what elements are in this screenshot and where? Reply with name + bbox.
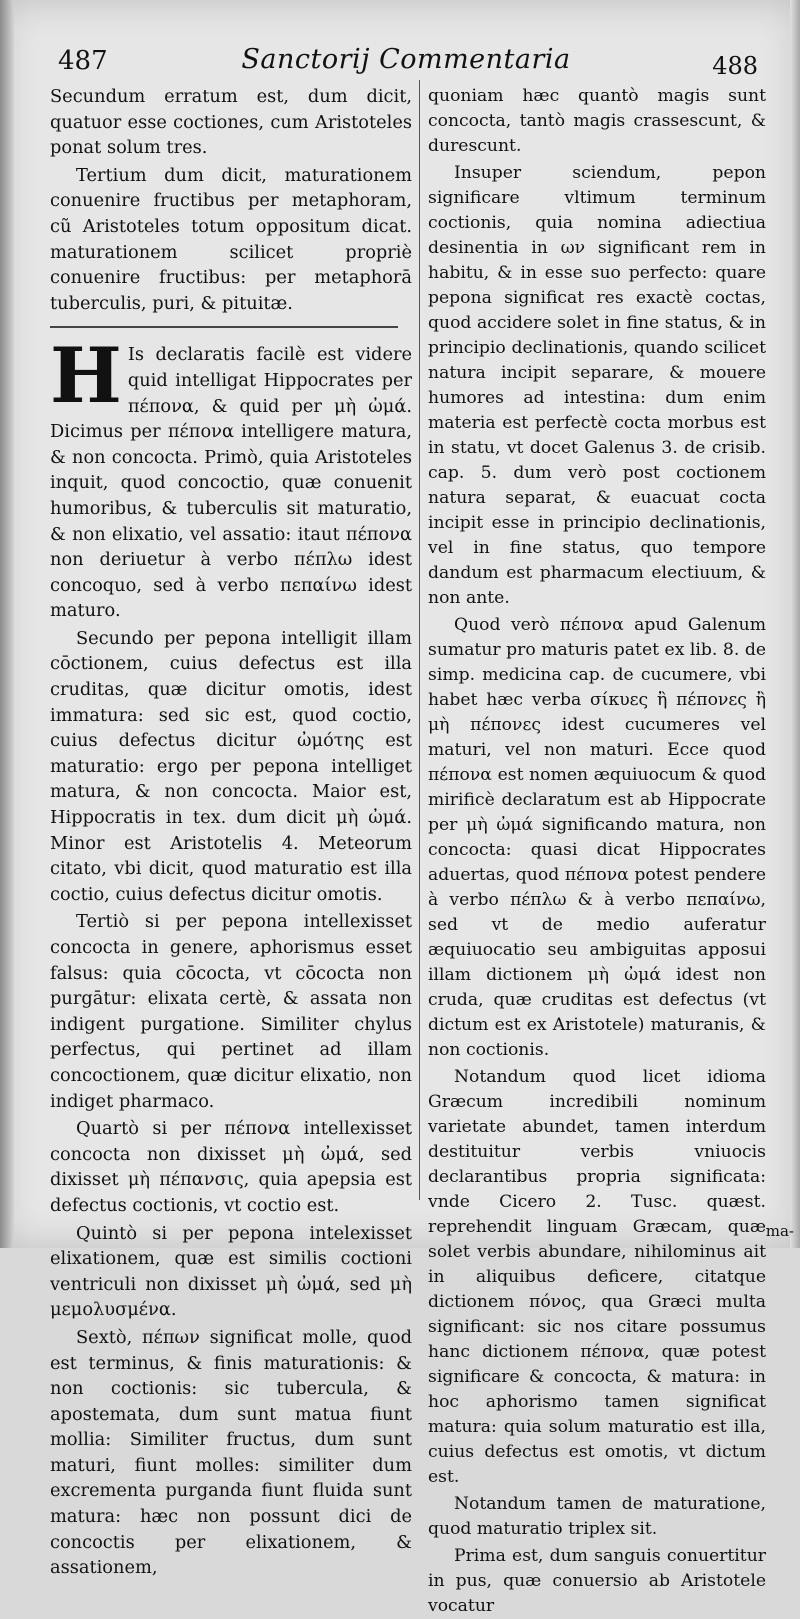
paragraph: Secundum erratum est, dum dicit, quatuor esse coctiones, cum Aristoteles ponat solum tres. bbox=[50, 86, 412, 159]
paragraph: Secundo per pepona intelligit illam cōctionem, cuius defectus est illa cruditas, quæ dicitur omotis, idest immatura: sed sic est, quod coctio, cuius defectus dicitur ὠμότης est maturatio: ergo per pepona intelliget matura, & non concocta. Maior est, Hippocratis in tex. dum dicit μὴ ὠμά. Minor est Aristotelis 4. Meteorum citato, vbi dicit, quod maturatio est illa coctio, cuius defectus dicitur omotis. bbox=[50, 627, 412, 905]
paragraph: Quod verò πέπονα apud Galenum sumatur pro maturis patet ex lib. 8. de simp. medicina cap. de cucumere, vbi habet hæc verba σίκυες ἢ πέπονες ἢ μὴ πέπονες idest cucumeres vel maturi, vel non maturi. Ecce quod πέπονα est nomen æquiuocum & quod mirificè declaratum est ab Hippocrate per μὴ ὠμά significando matura, non concocta: quasi dicat Hippocrates aduertas, quod πέπονα potest pendere à verbo πέπλω & à verbo πεπαίνω, sed vt de medio auferatur æquiuocatio seu ambiguitas apposui illam dictionem μὴ ὠμά idest non cruda, quæ cruditas est defectus (vt dictum est ex Aristotele) maturanis, & non coctionis. bbox=[428, 615, 766, 1060]
right-column bbox=[428, 84, 766, 1616]
paragraph: Tertium dum dicit, maturationem conuenire fructibus per metaphoram, cũ Aristoteles totum oppositum dicat. maturationem scilicet propriè conuenire fructibus: per metaphorā tuberculis, puri, & pituitæ. bbox=[50, 164, 412, 314]
paragraph: Notandum quod licet idioma Græcum incredibili nominum varietate abundet, tamen interdum destituitur verbis vniuocis declarantibus propria significata: vnde Cicero 2. Tusc. quæst. reprehendit linguam Græcam, quæ solet verbis abundare, nihilominus ait in aliquibus deficere, citatque dictionem πόνος, qua Græci multa significant: sic nos citare possumus hanc dictionem πέπονα, quæ potest significare & concocta, & matura: in hoc aphorismo tamen significat matura: quia solum maturatio est illa, cuius defectus est omotis, vt dictum est. bbox=[428, 1067, 766, 1487]
paragraph-text: Is declaratis facilè est videre quid intelligat Hippocrates per πέπονα, & quid per μὴ ὠμά. Dicimus per πέπονα intelligere matura, & non concocta. Primò, quia Aristoteles inquit, quod concoctio, quæ conuenit humoribus, & tuberculis sit maturatio, & non elixatio, vel assatio: itaut πέπονα non deriuetur à verbo πέπλω idest concoquo, sed à verbo πεπαίνω idest maturo. bbox=[50, 344, 412, 622]
catchword: ma- bbox=[765, 1222, 794, 1240]
page-number-left: 487 bbox=[58, 46, 108, 76]
binding-shadow bbox=[0, 0, 14, 1248]
page-edge-shadow bbox=[790, 0, 800, 1248]
left-column bbox=[50, 84, 412, 1579]
page-header bbox=[50, 44, 762, 84]
paragraph: Prima est, dum sanguis conuertitur in pus, quæ conuersio ab Aristotele vocatur bbox=[428, 1546, 766, 1616]
section-rule bbox=[50, 326, 398, 328]
paragraph: Quintò si per pepona intelexisset elixationem, quæ est similis coctioni ventriculi non dixisset μὴ ὠμά, sed μὴ μεμολυσμένα. bbox=[50, 1222, 412, 1321]
paragraph: Quartò si per πέπονα intellexisset concocta non dixisset μὴ ὠμά, sed dixisset μὴ πέπανσις, quia apepsia est defectus coctionis, vt coctio est. bbox=[50, 1118, 412, 1216]
paragraph: Notandum tamen de maturatione, quod maturatio triplex sit. bbox=[428, 1494, 766, 1539]
paragraph: Sextò, πέπων significat molle, quod est terminus, & finis maturationis: & non coctionis: sic tubercula, & apostemata, dum sunt matua fiunt mollia: Similiter fructus, dum sunt maturi, fiunt molles: similiter dum excrementa purganda fiunt fluida sunt matura: hæc non possunt dici de concoctis per elixationem, & assationem, bbox=[50, 1326, 412, 1579]
running-title: Sanctorij Commentaria bbox=[241, 44, 571, 75]
paragraph bbox=[50, 331, 412, 624]
page-number-right: 488 bbox=[712, 52, 758, 80]
drop-cap: H bbox=[50, 331, 122, 421]
column-divider bbox=[419, 80, 420, 1200]
paragraph: quoniam hæc quantò magis sunt concocta, tantò magis crassescunt, & durescunt. bbox=[428, 86, 766, 156]
paragraph: Insuper sciendum, pepon significare vltimum terminum coctionis, quia nomina adiectiua desinentia in ων significant rem in habitu, & in esse suo perfecto: quare pepona significat res exactè coctas, quod accidere solet in fine status, & in principio declinationis, quando scilicet natura incipit separare, & mouere humores ad intestina: dum enim materia est perfectè cocta morbus est in statu, vt docet Galenus 3. de crisib. cap. 5. dum verò post coctionem natura separat, & euacuat cocta incipit esse in principio declinationis, vel in fine status, quo tempore dandum est pharmacum electiuum, & non ante. bbox=[428, 163, 766, 608]
paragraph: Tertiò si per pepona intellexisset concocta in genere, aphorismus esset falsus: quia cōcocta, vt cōcocta non purgātur: elixata certè, & assata non indigent purgatione. Similiter chylus perfectus, qui pertinet ad illam concoctionem, quæ dicitur elixatio, non indiget pharmaco. bbox=[50, 911, 412, 1112]
